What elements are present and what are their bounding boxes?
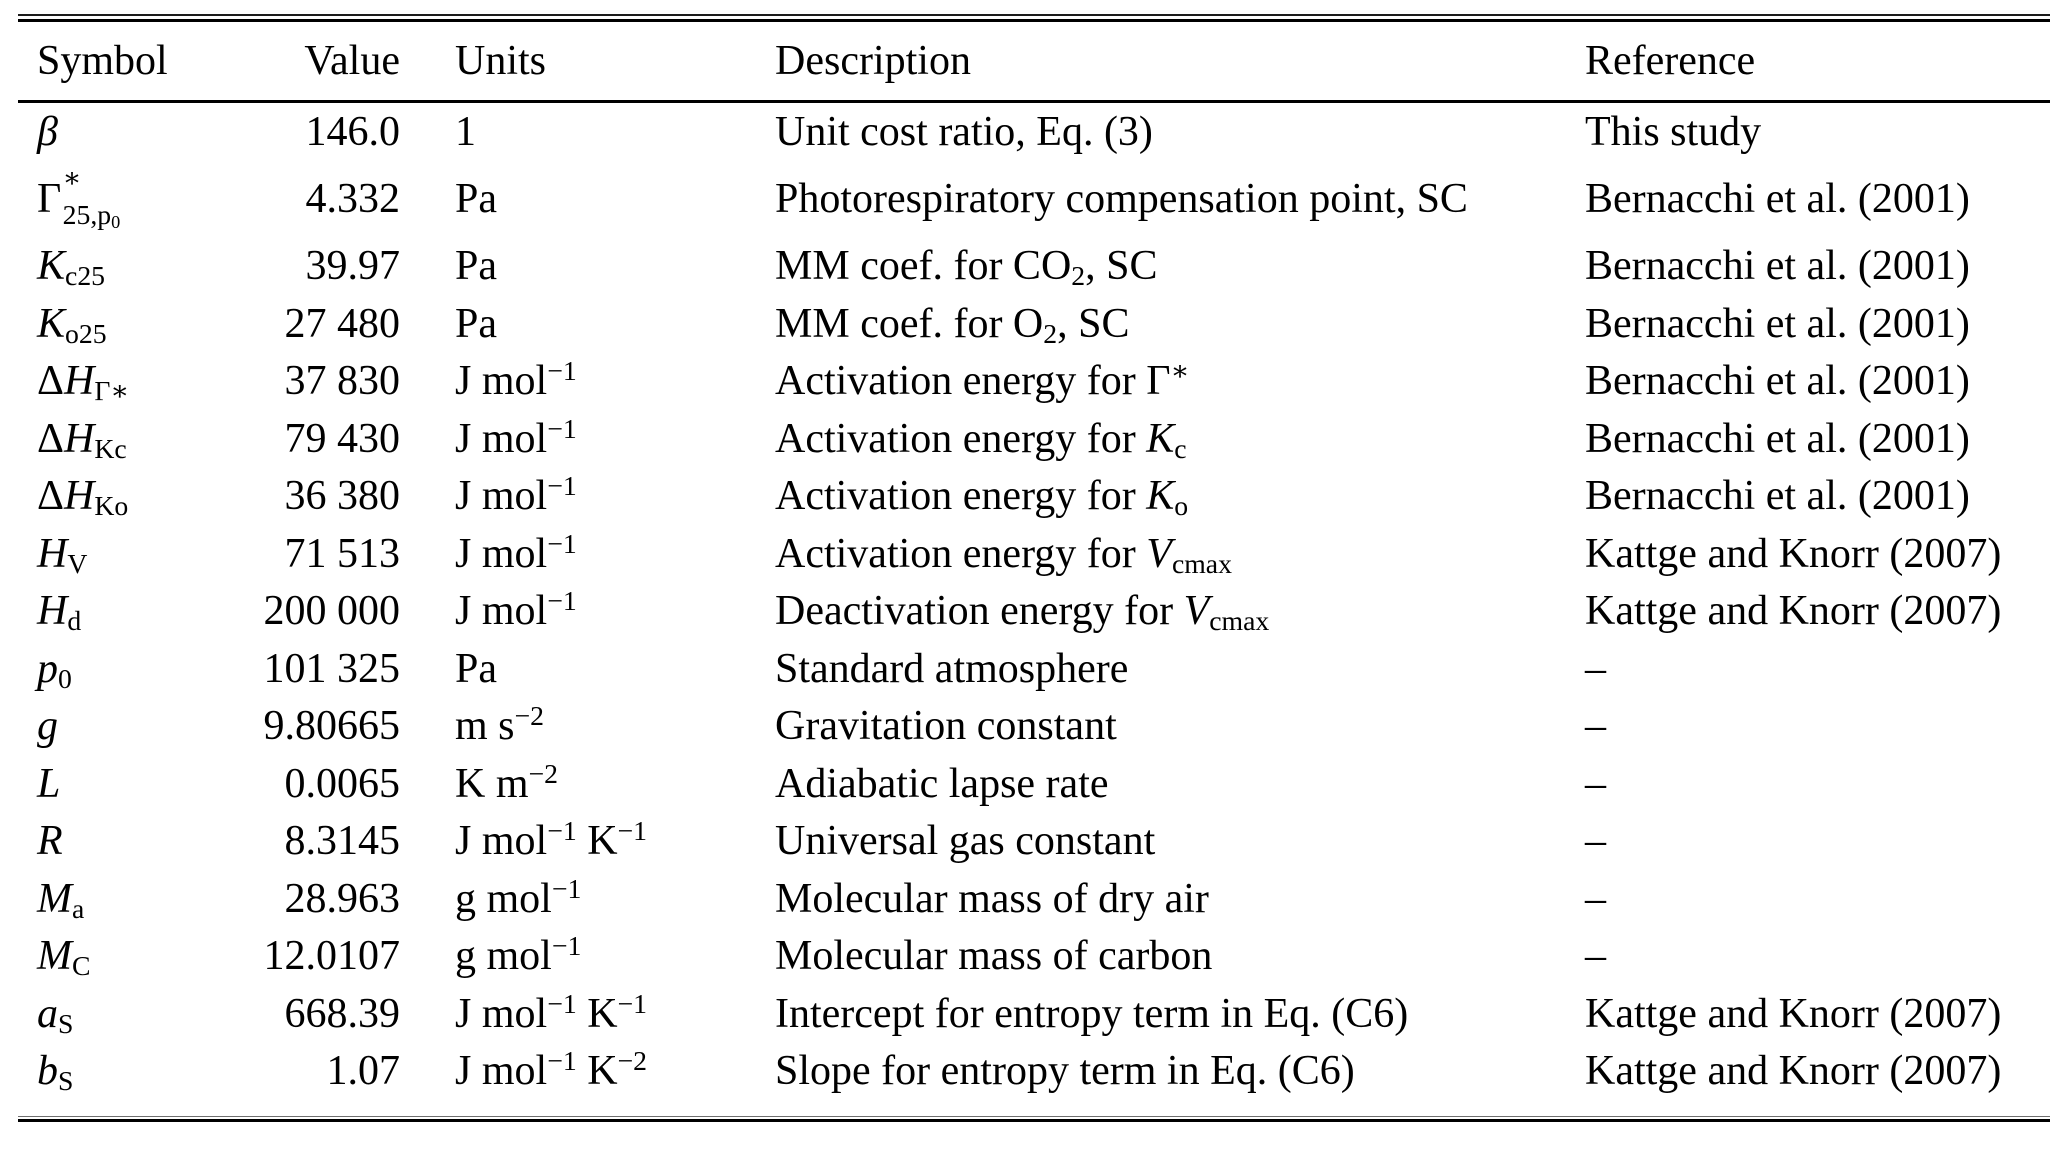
- symbol-cell: $\Delta H_{\Gamma∗}$: [37, 358, 130, 407]
- value-cell: 1.07: [326, 1048, 400, 1095]
- reference-cell: This study: [1585, 108, 1762, 155]
- units-cell: g mol$^{-1}$: [455, 930, 582, 980]
- value-cell: 4.332: [305, 176, 400, 222]
- table-row: [18, 525, 2050, 583]
- symbol-cell: $a_S$: [37, 990, 74, 1039]
- units-cell: J mol$^{-1}$ $K^{-2}$: [455, 1045, 648, 1095]
- value-cell: 12.0107: [263, 933, 400, 980]
- value-cell: 37 830: [284, 358, 400, 405]
- reference-cell: –: [1585, 818, 1606, 865]
- header-symbol: Symbol: [37, 38, 168, 84]
- value-cell: 36 380: [284, 473, 400, 520]
- description-cell: Slope for entropy term in Eq. (C6): [775, 1048, 1355, 1095]
- description-cell: Standard atmosphere: [775, 645, 1129, 692]
- value-cell: 668.39: [284, 990, 400, 1037]
- table-row: [18, 238, 2050, 296]
- symbol-cell: g: [37, 703, 58, 750]
- units-cell: m $s^{-2}$: [455, 700, 545, 750]
- description-cell: MM coef. for $O_2$, SC: [775, 300, 1130, 349]
- units-cell: J mol$^{-1}$ $K^{-1}$: [455, 987, 648, 1037]
- reference-cell: Bernacchi et al. (2001): [1585, 243, 1970, 290]
- reference-cell: Bernacchi et al. (2001): [1585, 300, 1970, 347]
- symbol-cell: R: [37, 818, 63, 865]
- units-cell: J mol$^{-1}$: [455, 412, 577, 462]
- symbol-cell: $K_{c25}$: [37, 243, 106, 292]
- symbol-cell: $M_C$: [37, 933, 91, 982]
- table-row: [18, 353, 2050, 411]
- reference-cell: –: [1585, 760, 1606, 807]
- table-header-row: [18, 22, 2050, 100]
- table-row: [18, 295, 2050, 353]
- reference-cell: Bernacchi et al. (2001): [1585, 358, 1970, 405]
- symbol-cell: $K_{o25}$: [37, 300, 107, 349]
- header-units: Units: [455, 38, 547, 84]
- symbol-cell: $H_d$: [37, 588, 82, 637]
- units-cell: J mol$^{-1}$: [455, 527, 577, 577]
- description-cell: Activation energy for $V_{cmax}$: [775, 530, 1232, 579]
- table-row: [18, 640, 2050, 698]
- value-cell: 8.3145: [284, 818, 400, 865]
- description-cell: Activation energy for Γ∗: [775, 355, 1190, 405]
- table-row: [18, 928, 2050, 986]
- table-bottom-rule: [18, 1116, 2050, 1122]
- header-value: Value: [304, 38, 400, 84]
- reference-cell: Bernacchi et al. (2001): [1585, 415, 1970, 462]
- value-cell: 101 325: [263, 645, 400, 692]
- units-cell: Pa: [455, 176, 497, 222]
- table-row: [18, 161, 2050, 238]
- description-cell: Universal gas constant: [775, 818, 1156, 865]
- value-cell: 28.963: [284, 875, 400, 922]
- header-description: Description: [775, 38, 971, 84]
- reference-cell: Kattge and Knorr (2007): [1585, 990, 2002, 1037]
- units-cell: J mol$^{-1}$: [455, 355, 577, 405]
- reference-cell: Kattge and Knorr (2007): [1585, 588, 2002, 635]
- description-cell: Intercept for entropy term in Eq. (C6): [775, 990, 1409, 1037]
- symbol-cell: $b_S$: [37, 1048, 74, 1097]
- table-row: [18, 755, 2050, 813]
- reference-cell: Bernacchi et al. (2001): [1585, 473, 1970, 520]
- symbol-cell: $H_V$: [37, 530, 88, 579]
- reference-cell: Bernacchi et al. (2001): [1585, 176, 1970, 222]
- units-cell: J mol$^{-1}$: [455, 470, 577, 520]
- table-row: [18, 468, 2050, 526]
- description-cell: MM coef. for $CO_2$, SC: [775, 243, 1158, 292]
- header-reference: Reference: [1585, 38, 1756, 84]
- symbol-cell: Γ ∗ $25,p_0$: [37, 162, 121, 233]
- units-cell: Pa: [455, 645, 497, 692]
- symbol-cell: $p_0$: [37, 645, 72, 694]
- units-cell: J mol$^{-1}$ $K^{-1}$: [455, 815, 648, 865]
- units-cell: Pa: [455, 300, 497, 347]
- units-cell: K $m^{-2}$: [455, 757, 558, 807]
- description-cell: Photorespiratory compensation point, SC: [775, 176, 1468, 222]
- reference-cell: Kattge and Knorr (2007): [1585, 1048, 2002, 1095]
- table-body: [18, 103, 2050, 1100]
- table-row: [18, 813, 2050, 871]
- reference-cell: –: [1585, 703, 1606, 750]
- symbol-cell: $\Delta H_{Kc}$: [37, 415, 127, 464]
- table-top-rule: [18, 14, 2050, 22]
- description-cell: Activation energy for $K_c$: [775, 415, 1187, 464]
- units-cell: 1: [455, 108, 476, 155]
- value-cell: 71 513: [284, 530, 400, 577]
- value-cell: 200 000: [263, 588, 400, 635]
- description-cell: Molecular mass of dry air: [775, 875, 1209, 922]
- table-row: [18, 870, 2050, 928]
- description-cell: Deactivation energy for $V_{cmax}$: [775, 588, 1270, 637]
- table-row: [18, 1043, 2050, 1101]
- description-cell: Activation energy for $K_o$: [775, 473, 1189, 522]
- description-cell: Gravitation constant: [775, 703, 1117, 750]
- units-cell: g mol$^{-1}$: [455, 872, 582, 922]
- symbol-cell: L: [37, 760, 61, 807]
- parameter-table: [18, 14, 2050, 1122]
- description-cell: Unit cost ratio, Eq. (3): [775, 108, 1153, 155]
- table-row: [18, 583, 2050, 641]
- table-row: [18, 985, 2050, 1043]
- reference-cell: –: [1585, 875, 1606, 922]
- description-cell: Adiabatic lapse rate: [775, 760, 1109, 807]
- value-cell: 9.80665: [263, 703, 400, 750]
- table-row: [18, 103, 2050, 161]
- table-row: [18, 410, 2050, 468]
- value-cell: 79 430: [284, 415, 400, 462]
- value-cell: 0.0065: [284, 760, 400, 807]
- symbol-cell: $M_a$: [37, 875, 85, 924]
- units-cell: Pa: [455, 243, 497, 290]
- reference-cell: –: [1585, 645, 1606, 692]
- reference-cell: –: [1585, 933, 1606, 980]
- units-cell: J mol$^{-1}$: [455, 585, 577, 635]
- symbol-cell: β: [37, 108, 58, 155]
- symbol-cell: $\Delta H_{Ko}$: [37, 473, 129, 522]
- table-row: [18, 698, 2050, 756]
- value-cell: 39.97: [305, 243, 400, 290]
- value-cell: 146.0: [305, 108, 400, 155]
- value-cell: 27 480: [284, 300, 400, 347]
- description-cell: Molecular mass of carbon: [775, 933, 1213, 980]
- reference-cell: Kattge and Knorr (2007): [1585, 530, 2002, 577]
